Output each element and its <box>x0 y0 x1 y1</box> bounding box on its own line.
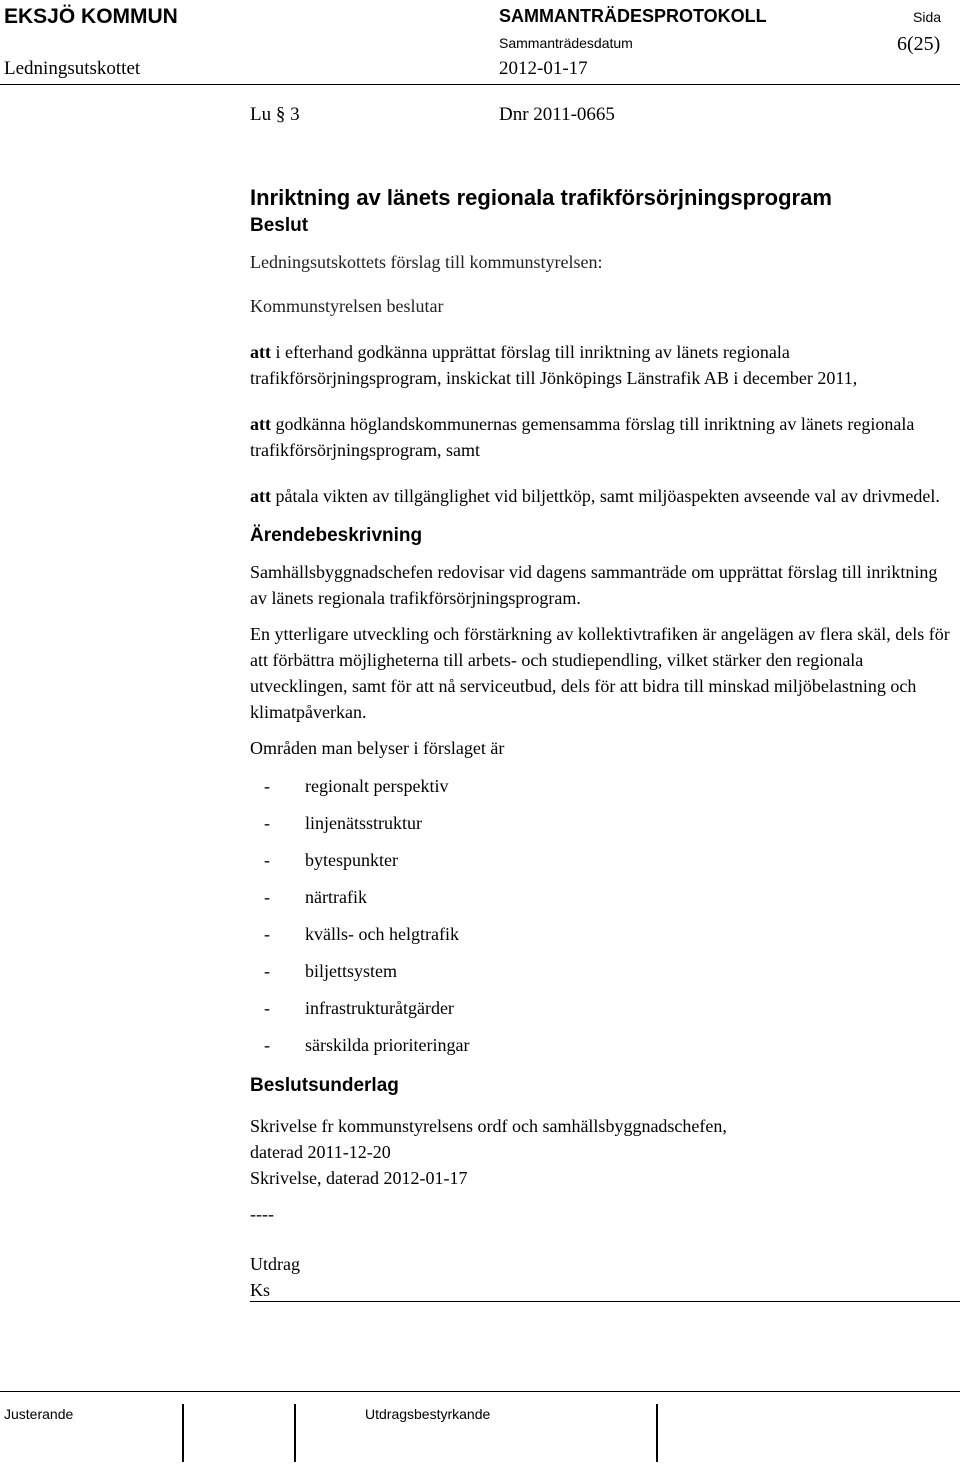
list-item: - särskilda prioriteringar <box>264 1035 470 1055</box>
document-title: Inriktning av länets regionala trafikförsörjningsprogram <box>250 185 832 210</box>
description-paragraph: En ytterligare utveckling och förstärkning av kollektivtrafiken är angelägen av flera skäl, dels för att förbättra möjligheterna till arbets- och studiependling, vilket stärker den regionala utvecklingen, samt för att nå serviceutbud, dels för att bidra till minskad miljöbelastning och klimatpåverkan. <box>250 624 950 722</box>
list-item: - infrastrukturåtgärder <box>264 998 454 1018</box>
decision-item <box>250 411 954 463</box>
header-divider <box>0 84 960 85</box>
decision-item <box>250 339 954 391</box>
distribution-line: Utdrag <box>250 1254 300 1274</box>
distribution-line: Ks <box>250 1280 271 1300</box>
meeting-date: 2012-01-17 <box>499 58 588 79</box>
signature-box-divider <box>656 1404 658 1462</box>
areas-list <box>250 773 954 1069</box>
list-item: - bytespunkter <box>264 850 398 870</box>
section-heading-beslutsunderlag: Beslutsunderlag <box>250 1075 399 1096</box>
decision-text: påtala vikten av tillgänglighet vid biljettköp, samt miljöaspekten avseende val av drivmedel. <box>271 486 940 506</box>
list-item: - biljettsystem <box>264 961 397 981</box>
areas-intro: Områden man belyser i förslaget är <box>250 738 505 758</box>
diary-number: Dnr 2011-0665 <box>499 104 615 125</box>
committee-name: Ledningsutskottet <box>4 58 141 79</box>
meeting-date-label: Sammanträdesdatum <box>499 35 633 51</box>
section-heading-beslut: Beslut <box>250 215 309 236</box>
section-heading-arende: Ärendebeskrivning <box>250 525 423 546</box>
basis-line: daterad 2011-12-20 <box>250 1142 391 1162</box>
list-item: - linjenätsstruktur <box>264 813 422 833</box>
proposal-intro: Ledningsutskottets förslag till kommunstyrelsen: <box>250 252 603 272</box>
footer-divider <box>0 1391 960 1392</box>
justerande-label: Justerande <box>4 1406 74 1422</box>
decision-keyword: att <box>250 414 271 434</box>
municipality-name: EKSJÖ KOMMUN <box>4 5 178 28</box>
signature-box-divider <box>182 1404 184 1462</box>
separator-dashes: ---- <box>250 1204 274 1224</box>
list-item: - kvälls- och helgtrafik <box>264 924 459 944</box>
document-body <box>250 183 954 1303</box>
decision-text: godkänna höglandskommunernas gemensamma förslag till inriktning av länets regionala trafikförsörjningsprogram, samt <box>250 414 915 460</box>
paragraph-reference: Lu § 3 <box>250 104 300 125</box>
decision-text: i efterhand godkänna upprättat förslag till inriktning av länets regionala trafikförsörjningsprogram, inskickat till Jönköpings Länstrafik AB i december 2011, <box>250 342 858 388</box>
list-item: - regionalt perspektiv <box>264 776 449 796</box>
basis-line: Skrivelse, daterad 2012-01-17 <box>250 1168 468 1188</box>
basis-line: Skrivelse fr kommunstyrelsens ordf och samhällsbyggnadschefen, <box>250 1116 727 1136</box>
description-paragraph: Samhällsbyggnadschefen redovisar vid dagens sammanträde om upprättat förslag till inriktning av länets regionala trafikförsörjningsprogram. <box>250 562 938 608</box>
protocol-title: SAMMANTRÄDESPROTOKOLL <box>499 6 767 26</box>
list-item: - närtrafik <box>264 887 367 907</box>
utdragsbestyrkande-label: Utdragsbestyrkande <box>365 1406 491 1422</box>
decision-keyword: att <box>250 486 271 506</box>
section-end-rule <box>250 1301 960 1302</box>
signature-box-divider <box>294 1404 296 1462</box>
decision-line: Kommunstyrelsen beslutar <box>250 296 444 316</box>
decision-keyword: att <box>250 342 271 362</box>
decision-item <box>250 483 954 509</box>
page-number: 6(25) <box>897 33 941 55</box>
page-label: Sida <box>913 9 942 25</box>
